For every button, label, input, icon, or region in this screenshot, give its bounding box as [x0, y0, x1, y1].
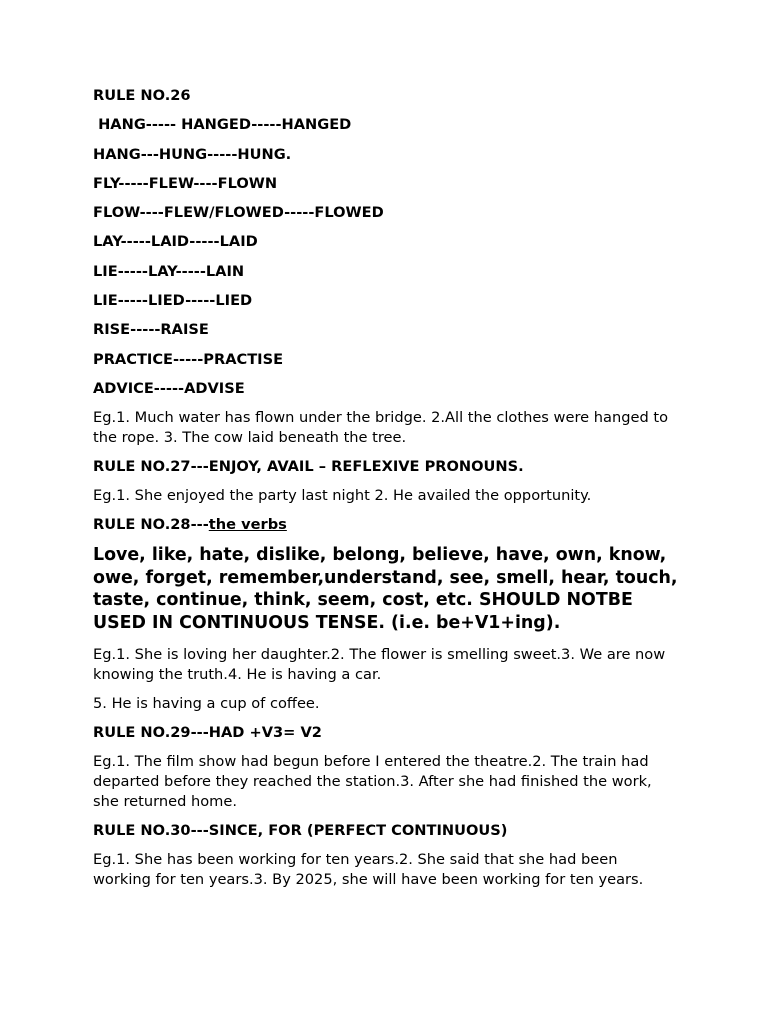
- verb-form-line: RISE-----RAISE: [93, 321, 209, 339]
- rule-29-heading: RULE NO.29---HAD +V3= V2: [93, 723, 322, 741]
- rule-30-example: Eg.1. She has been working for ten years.2. She said that she had been working for ten years.3. By 2025, she will have been working for ten years.: [93, 850, 644, 888]
- rule-28-heading-underlined: the verbs: [208, 516, 287, 534]
- verb-form-line: PRACTICE-----PRACTISE: [93, 350, 284, 368]
- verb-form-line: HANG---HUNG-----HUNG.: [93, 145, 292, 163]
- verb-form-line: LIE-----LIED-----LIED: [93, 292, 253, 310]
- rule-28-example-continued: 5. He is having a cup of coffee.: [93, 694, 320, 712]
- rule-29-example: Eg.1. The film show had begun before I entered the theatre.2. The train had departed before they reached the station.3. After she had finished the work, she returned home.: [93, 752, 657, 810]
- verb-form-line: LIE-----LAY-----LAIN: [93, 262, 245, 280]
- verb-form-line: HANG----- HANGED-----HANGED: [93, 116, 352, 134]
- verb-form-line: FLY-----FLEW----FLOWN: [93, 174, 278, 192]
- verb-form-line: ADVICE-----ADVISE: [93, 379, 245, 397]
- rule-26-example: Eg.1. Much water has flown under the bridge. 2.All the clothes were hanged to the rope. 3. The cow laid beneath the tree.: [93, 409, 673, 447]
- rule-28-example: Eg.1. She is loving her daughter.2. The flower is smelling sweet.3. We are now knowing the truth.4. He is having a car.: [93, 645, 670, 683]
- rule-30-heading: RULE NO.30---SINCE, FOR (PERFECT CONTINUOUS): [93, 821, 508, 839]
- rule-27-example: Eg.1. She enjoyed the party last night 2. He availed the opportunity.: [93, 487, 592, 505]
- rule-27-heading: RULE NO.27---ENJOY, AVAIL – REFLEXIVE PRONOUNS.: [93, 458, 524, 476]
- verb-form-line: LAY-----LAID-----LAID: [93, 233, 258, 251]
- document-page: [93, 86, 678, 899]
- rule-28-statement: Love, like, hate, dislike, belong, believe, have, own, know, owe, forget, remember,understand, see, smell, hear, touch, taste, continue, think, seem, cost, etc. SHOULD NOTBE USED IN CONTINUOUS TENSE. (i.e. be+V1+ing).: [93, 545, 678, 634]
- rule-28-heading-prefix: RULE NO.28---: [93, 516, 209, 534]
- rule-26-heading: RULE NO.26: [93, 87, 191, 104]
- verb-form-line: FLOW----FLEW/FLOWED-----FLOWED: [93, 204, 384, 222]
- rule-28-heading: [93, 515, 678, 535]
